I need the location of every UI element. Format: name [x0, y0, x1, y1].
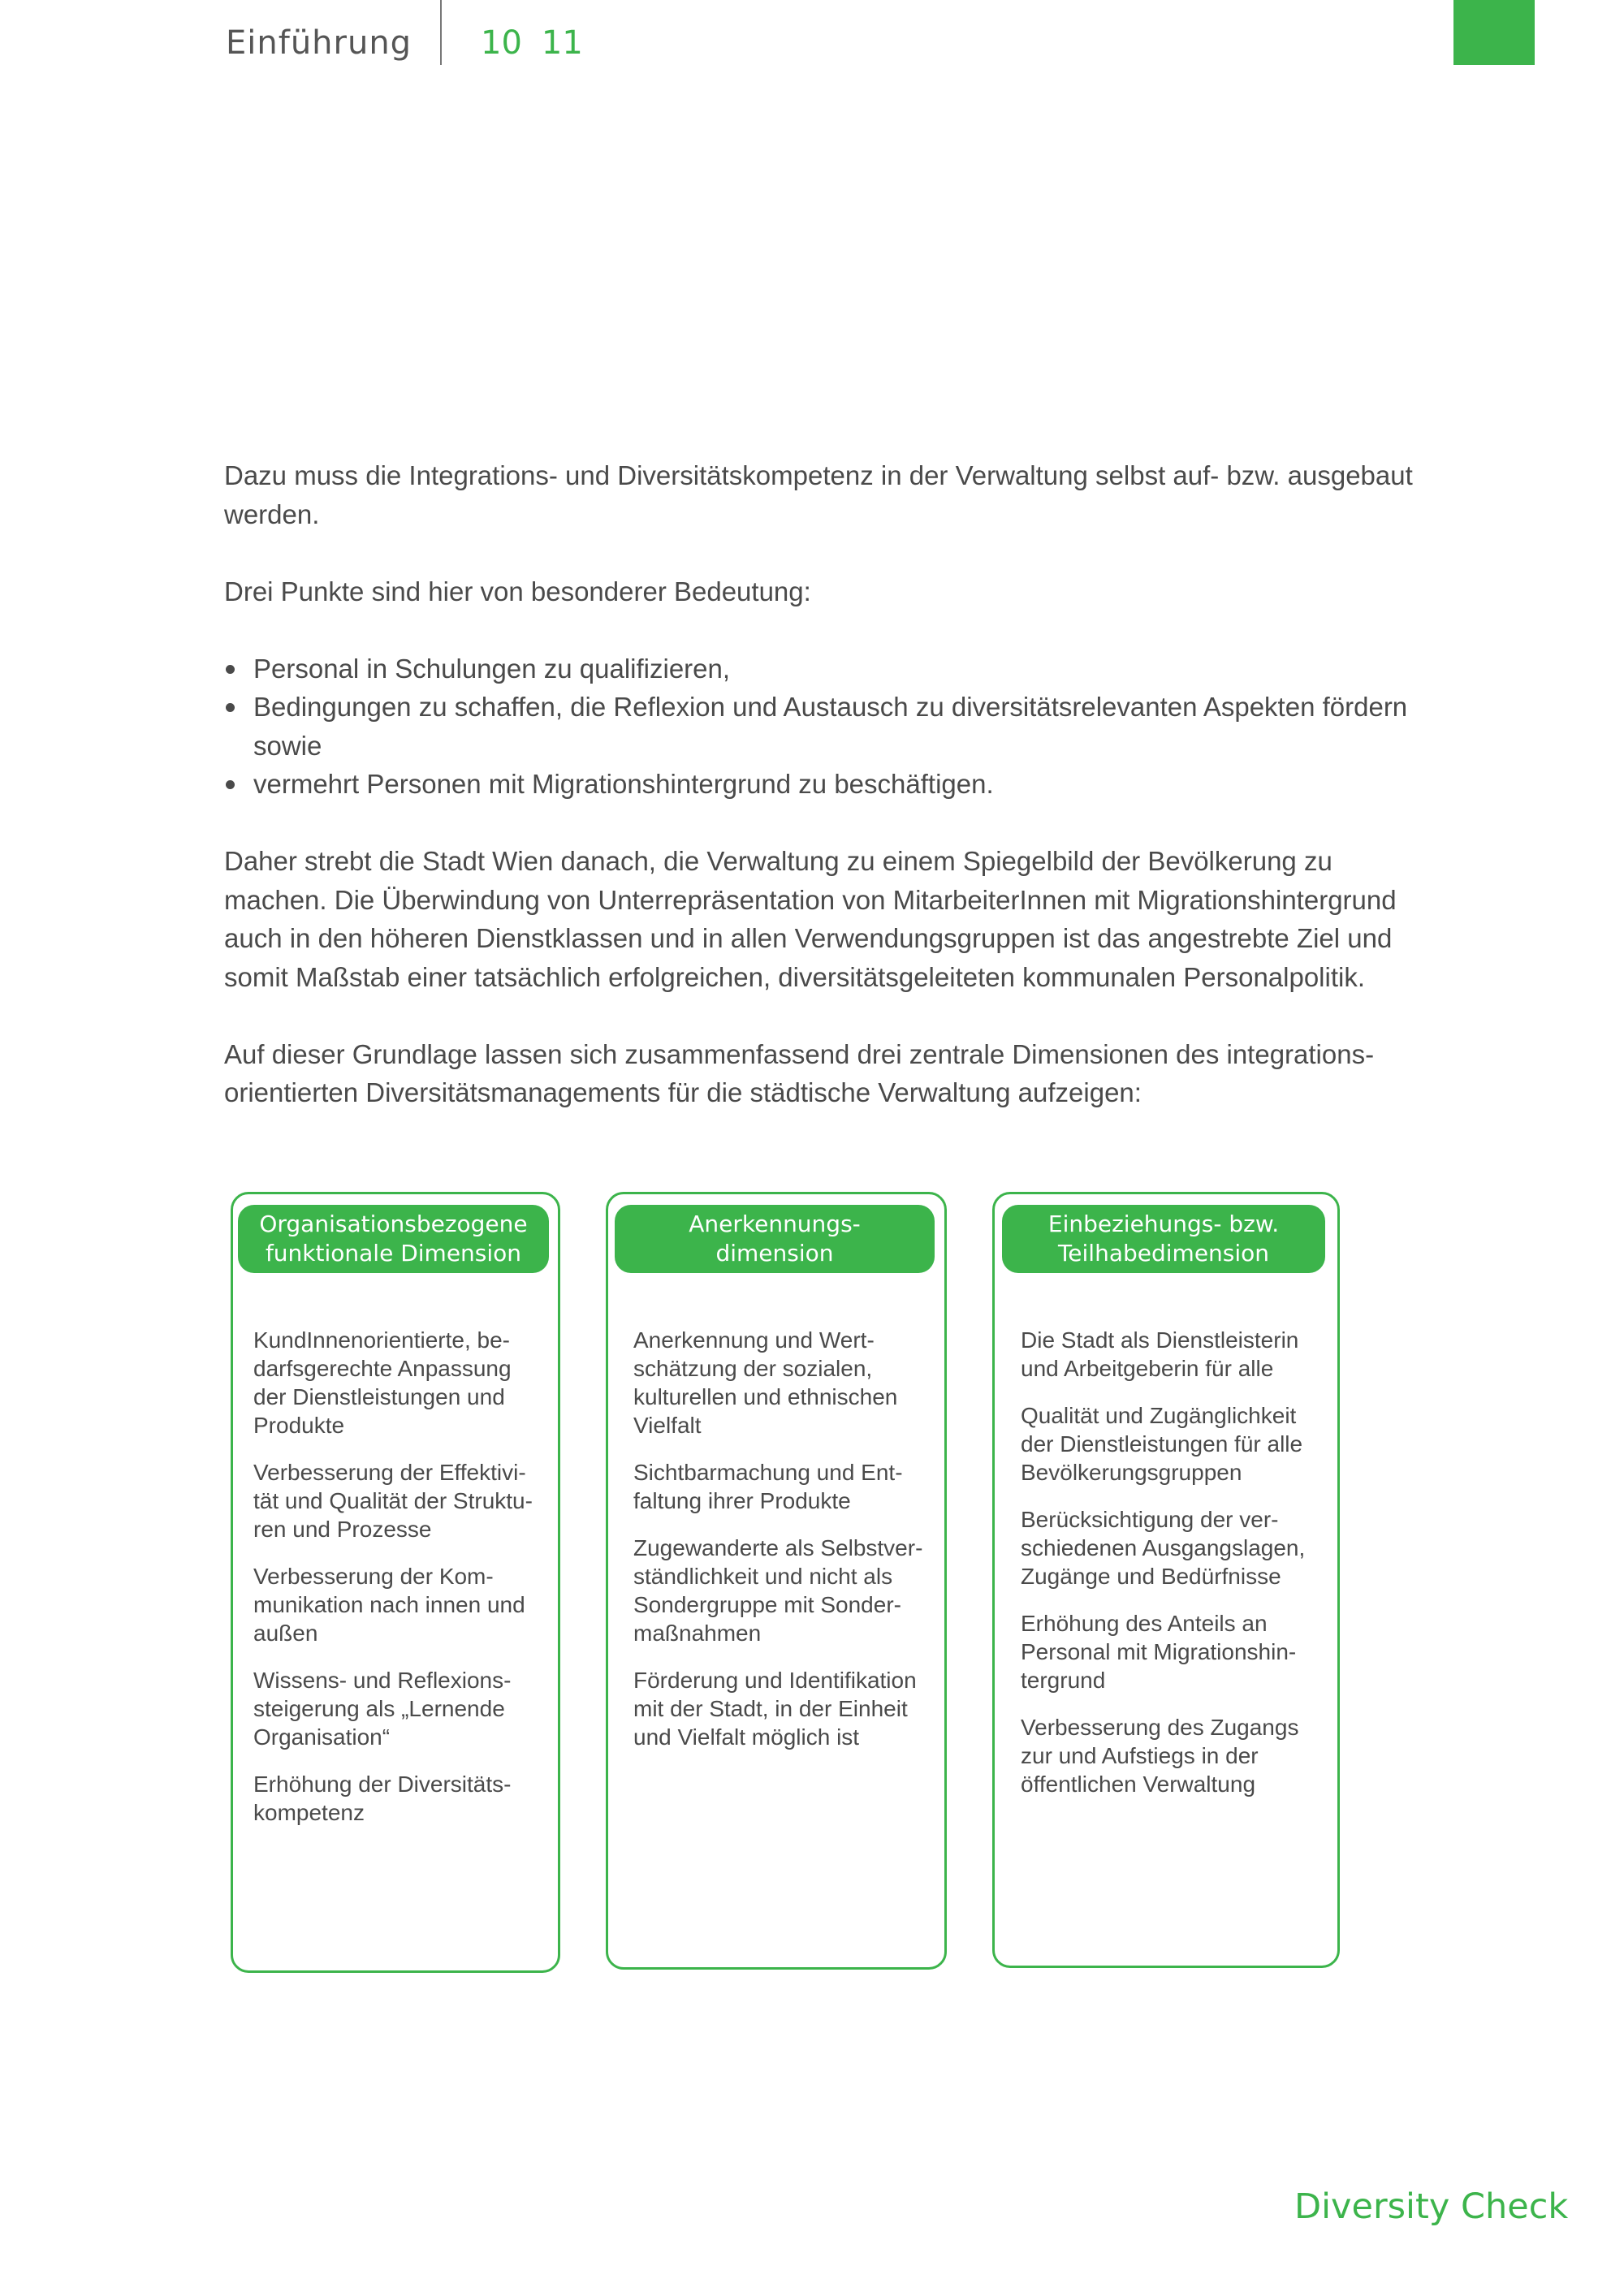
intro-paragraph-4: Auf dieser Grundlage lassen sich zusammenfassend drei zentrale Dimensionen des integrations- orientierten Diversitätsmanagements für die städtische Verwaltung aufzeigen: — [224, 1038, 1375, 1107]
list-item: Sichtbarmachung und Ent- faltung ihrer Produkte — [633, 1460, 903, 1513]
list-item: Verbesserung der Effektivi- tät und Qualität der Struktu- ren und Prozesse — [253, 1460, 533, 1542]
dimension-title-organisational: Organisationsbezogene funktionale Dimension — [238, 1205, 549, 1273]
dimension-items-organisational — [253, 1326, 546, 1845]
list-item: vermehrt Personen mit Migrationshintergrund zu beschäftigen. — [224, 765, 1426, 804]
corner-tab — [1453, 0, 1535, 65]
dimension-title-recognition: Anerkennungs- dimension — [615, 1205, 935, 1273]
dimension-title-participation: Einbeziehungs- bzw. Teilhabedimension — [1002, 1205, 1325, 1273]
list-item: Erhöhung der Diversitäts- kompetenz — [253, 1772, 512, 1825]
list-item: Anerkennung und Wert- schätzung der sozialen, kulturellen und ethnischen Vielfalt — [633, 1327, 898, 1438]
list-item: Erhöhung des Anteils an Personal mit Migrationshin- tergrund — [1021, 1611, 1297, 1693]
list-item: Die Stadt als Dienstleisterin und Arbeitgeberin für alle — [1021, 1327, 1299, 1381]
list-item: Personal in Schulungen zu qualifizieren, — [224, 650, 1426, 688]
section-title: Einführung — [226, 24, 412, 62]
page-number-left: 10 — [481, 24, 522, 62]
list-item: Zugewanderte als Selbstver- ständlichkeit und nicht als Sondergruppe mit Sonder- maßnahmen — [633, 1535, 923, 1646]
page-numbers — [481, 24, 603, 62]
list-item: Berücksichtigung der ver- schiedenen Ausgangslagen, Zugänge und Bedürfnisse — [1021, 1507, 1306, 1589]
body-text — [224, 456, 1426, 1150]
list-item: Qualität und Zugänglichkeit der Dienstleistungen für alle Bevölkerungsgruppen — [1021, 1403, 1303, 1485]
list-item: KundInnenorientierte, be- darfsgerechte Anpassung der Dienstleistungen und Produkte — [253, 1327, 512, 1438]
list-item: Verbesserung des Zugangs zur und Aufstiegs in der öffentlichen Verwaltung — [1021, 1715, 1299, 1797]
dimension-items-recognition — [633, 1326, 934, 1770]
footer-brand: Diversity Check — [1294, 2186, 1569, 2227]
header-divider — [440, 0, 442, 65]
intro-paragraph-1: Dazu muss die Integrations- und Diversitätskompetenz in der Verwaltung selbst auf- bzw. ausgebaut werden. — [224, 460, 1413, 529]
dimension-items-participation — [1021, 1326, 1329, 1817]
bullet-list — [224, 650, 1426, 804]
intro-paragraph-3: Daher strebt die Stadt Wien danach, die Verwaltung zu einem Spiegelbild der Bevölkerung zu machen. Die Überwindung von Unterrepräsentation von MitarbeiterInnen mit Migrationshintergrund auch in den höheren Dienstklassen und in allen Verwendungsgruppen ist das angestrebte Ziel und somit Maßstab einer tatsächlich erfolgreichen, diversitätsgeleiteten kommunalen Personalpolitik. — [224, 846, 1397, 992]
page-number-right: 11 — [541, 24, 583, 62]
list-item: Wissens- und Reflexions- steigerung als „Lernende Organisation“ — [253, 1668, 512, 1750]
intro-paragraph-2: Drei Punkte sind hier von besonderer Bedeutung: — [224, 576, 811, 606]
list-item: Bedingungen zu schaffen, die Reflexion und Austausch zu diversitätsrelevanten Aspekten fördern sowie — [224, 688, 1426, 765]
list-item: Förderung und Identifikation mit der Stadt, in der Einheit und Vielfalt möglich ist — [633, 1668, 917, 1750]
list-item: Verbesserung der Kom- munikation nach innen und außen — [253, 1564, 525, 1646]
